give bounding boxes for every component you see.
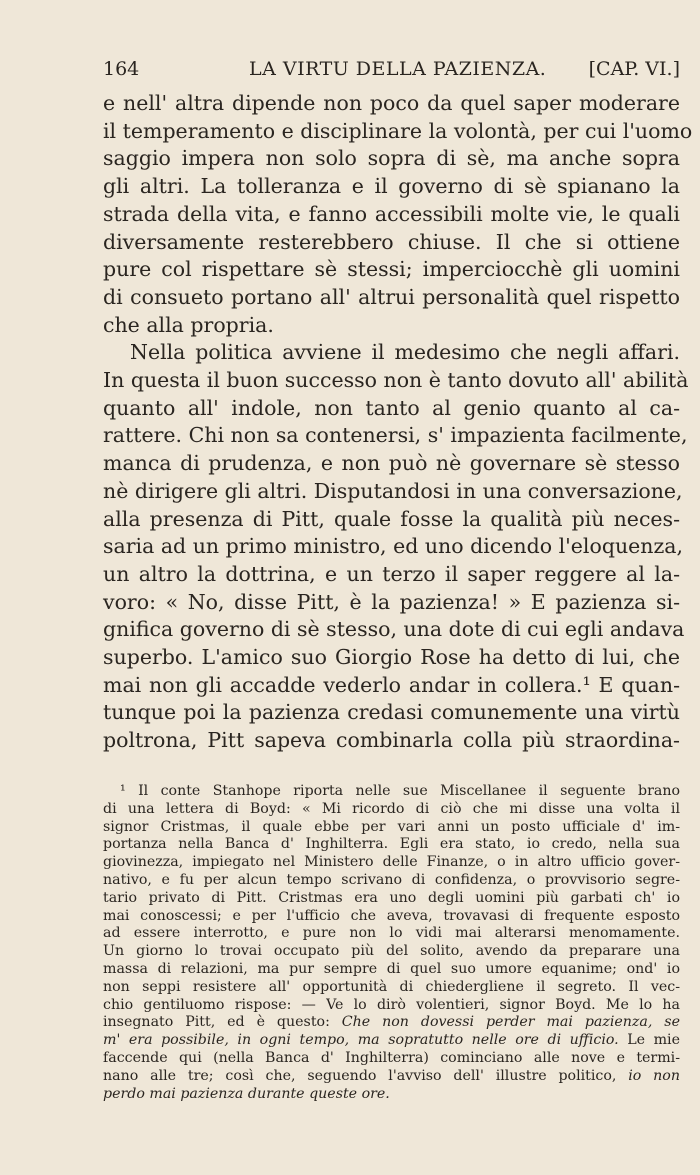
body-line: il temperamento e disciplinare la volontà, per cui l'uomo	[103, 118, 693, 143]
body-line: rattere. Chi non sa contenersi, s' impazienta facilmente,	[103, 423, 688, 448]
footnote-line	[103, 996, 680, 1014]
footnote-line	[103, 978, 680, 996]
footnote-line	[103, 889, 680, 907]
italic-text: Che non dovessi perder mai pazienza, se	[341, 1014, 680, 1031]
body-line: In questa il buon successo non è tanto dovuto all' abilità	[103, 368, 689, 392]
running-header	[103, 58, 680, 84]
italic-text: m' era possibile, in ogni tempo, ma sopratutto nelle ore di ufficio.	[103, 1032, 619, 1049]
body-line: strada della vita, e fanno accessibili molte vie, le quali	[103, 201, 680, 226]
body-line: tunque poi la pazienza credasi comunemente una virtù	[103, 700, 680, 725]
footnote-text: Un giorno lo trovai occupato più del solito, avendo da preparare una	[103, 943, 680, 960]
footnote-text: faccende qui (nella Banca d' Inghilterra) cominciano alle nove e termi-	[103, 1050, 680, 1066]
body-line: gli altri. La tolleranza e il governo di sè spianano la	[103, 174, 680, 199]
footnote-text: mai conoscessi; e per l'ufficio che aveva, trovavasi di frequente esposto	[103, 907, 680, 924]
footnote-line	[103, 942, 680, 960]
body-line: voro: « No, disse Pitt, è la pazienza! » E pazienza si-	[103, 589, 680, 614]
footnote-text: chio gentiluomo rispose: — Ve lo dirò volentieri, signor Boyd. Me lo ha	[103, 996, 680, 1013]
footnote-text: massa di relazioni, ma pur sempre di quel suo umore equanime; ond' io	[103, 961, 680, 977]
footnote-line	[103, 853, 680, 871]
footnote-text: non seppi resistere all' opportunità di chiedergliene il segreto. Il vec-	[103, 978, 680, 995]
footnote-text: di una lettera di Boyd: « Mi ricordo di ciò che mi disse una volta il	[103, 800, 680, 817]
footnote-line	[103, 818, 680, 836]
body-line: di consueto portano all' altrui personalità quel rispetto	[103, 284, 680, 309]
body-line: diversamente resterebbero chiuse. Il che si ottiene	[103, 229, 680, 254]
page-number: 164	[103, 58, 140, 80]
body-line: superbo. L'amico suo Giorgio Rose ha detto di lui, che	[103, 645, 680, 669]
footnote-text: portanza nella Banca d' Inghilterra. Egli era stato, io credo, nella sua	[103, 836, 680, 853]
footnote-line	[103, 960, 680, 978]
italic-text: io non	[628, 1067, 680, 1084]
body-line: quanto all' indole, non tanto al genio quanto al ca-	[103, 395, 680, 420]
footnote-text: Le mie	[618, 1032, 680, 1049]
footnote-line	[103, 924, 680, 942]
footnote-text: insegnato Pitt, ed è questo:	[103, 1014, 342, 1031]
body-line: gnifica governo di sè stesso, una dote di cui egli andava	[103, 617, 685, 642]
footnote-line	[103, 1067, 680, 1085]
body-line: mai non gli accadde vederlo andar in collera.¹ E quan-	[103, 672, 680, 697]
body-line: pure col rispettare sè stessi; imperciocchè gli uomini	[103, 257, 680, 282]
body-line: alla presenza di Pitt, quale fosse la qualità più neces-	[103, 506, 680, 531]
footnote-line	[103, 1013, 680, 1031]
footnote-text: signor Cristmas, il quale ebbe per vari anni un posto ufficiale d' im-	[103, 818, 680, 835]
body-line: un altro la dottrina, e un terzo il saper reggere al la-	[103, 561, 680, 586]
footnote-line	[103, 1049, 680, 1067]
footnote-text: ad essere interrotto, e pure non lo vidi mai alterarsi menomamente.	[103, 925, 680, 942]
body-line: poltrona, Pitt sapeva combinarla colla più straordina-	[103, 728, 680, 753]
body-line: manca di prudenza, e non può nè governare sè stesso	[103, 451, 680, 476]
body-line: e nell' altra dipende non poco da quel saper moderare	[103, 91, 680, 115]
footnote-text: tario privato di Pitt. Cristmas era uno degli uomini più garbati ch' io	[103, 889, 680, 906]
footnote-line	[103, 871, 680, 889]
body-line: saggio impera non solo sopra di sè, ma anche sopra	[103, 146, 680, 171]
body-line: saria ad un primo ministro, ed uno dicendo l'eloquenza,	[103, 534, 684, 559]
footnote-line	[120, 782, 680, 800]
body-line: nè dirigere gli altri. Disputandosi in una conversazione,	[103, 478, 683, 503]
footnote-line	[103, 907, 680, 925]
footnote-text: nativo, e fu per alcun tempo scrivano di confidenza, o provvisorio segre-	[103, 872, 680, 888]
chapter-label: [CAP. VI.]	[588, 58, 680, 80]
footnote-line	[103, 800, 680, 818]
footnote-text: nano alle tre; così che, seguendo l'avviso dell' illustre politico,	[103, 1067, 629, 1084]
footnote-text: giovinezza, impiegato nel Ministero delle Finanze, o in altro ufficio gover-	[103, 854, 680, 871]
body-line: che alla propria.	[103, 312, 274, 337]
footnote-line	[103, 835, 680, 853]
running-title: LA VIRTU DELLA PAZIENZA.	[249, 58, 547, 80]
footnote-text: ¹ Il conte Stanhope riporta nelle sue Miscellanee il seguente brano	[120, 783, 680, 799]
italic-text: perdo mai pazienza durante queste ore.	[103, 1085, 390, 1102]
footnote-line	[103, 1031, 680, 1049]
body-line: Nella politica avviene il medesimo che negli affari.	[130, 340, 680, 365]
footnote-line	[103, 1085, 680, 1103]
